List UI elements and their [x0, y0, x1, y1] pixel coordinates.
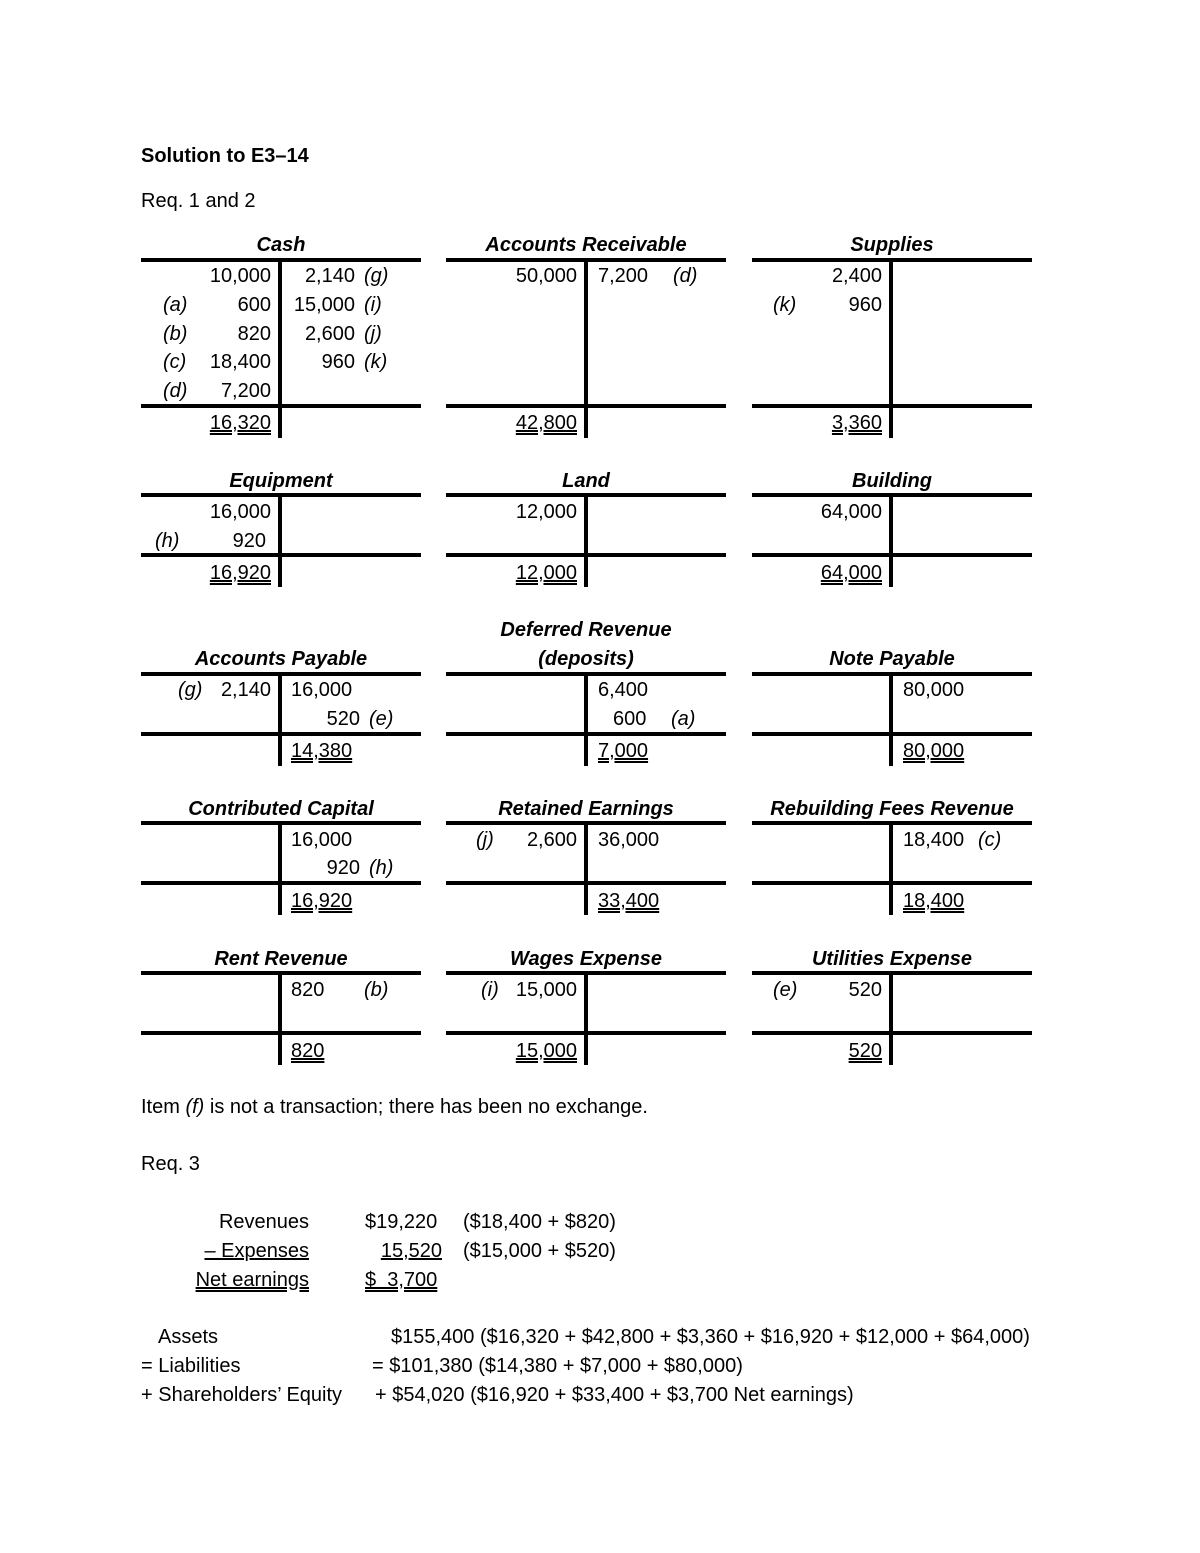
- revenues-calc: ($18,400 + $820): [463, 1211, 616, 1233]
- balance: 42,800: [515, 412, 577, 434]
- credit-amount: 80,000: [903, 679, 965, 701]
- debit-amount: 15,000: [515, 979, 577, 1001]
- t-vertical-line: [584, 971, 588, 1065]
- note-text: is not a transaction; there has been no exchange.: [204, 1096, 648, 1118]
- t-vertical-line: [584, 672, 588, 766]
- t-vertical-line: [889, 971, 893, 1065]
- t-bottom-line: [141, 881, 421, 885]
- account-title: Equipment: [229, 470, 333, 492]
- account-title: Accounts Receivable: [485, 234, 687, 256]
- account-title: Utilities Expense: [811, 948, 973, 970]
- t-vertical-line: [584, 493, 588, 587]
- balance: 18,400: [903, 890, 965, 912]
- entry-ref: (b): [163, 323, 188, 345]
- debit-amount: 600: [237, 294, 271, 316]
- balance: 12,000: [515, 562, 577, 584]
- credit-amount: 600: [613, 708, 647, 730]
- account-title: Wages Expense: [510, 948, 662, 970]
- entry-ref: (d): [673, 265, 698, 287]
- liabilities-label: = Liabilities: [141, 1355, 241, 1377]
- balance: 14,380: [291, 740, 353, 762]
- req-3-label: Req. 3: [141, 1153, 200, 1175]
- t-vertical-line: [889, 821, 893, 915]
- entry-ref: (i): [481, 979, 499, 1001]
- req-1-2-label: Req. 1 and 2: [141, 190, 256, 212]
- credit-amount: 820: [291, 979, 325, 1001]
- t-bottom-line: [446, 881, 726, 885]
- t-bottom-line: [446, 1031, 726, 1035]
- equity-label: + Shareholders’ Equity: [141, 1384, 343, 1406]
- entry-ref: (j): [364, 323, 382, 345]
- account-title: Supplies: [850, 234, 934, 256]
- t-bottom-line: [446, 553, 726, 557]
- credit-amount: 16,000: [291, 829, 353, 851]
- entry-ref: (b): [364, 979, 389, 1001]
- expenses-amount: 15,520: [380, 1240, 442, 1262]
- t-bottom-line: [752, 732, 1032, 736]
- debit-amount: 520: [848, 979, 882, 1001]
- note-text: Item: [141, 1096, 186, 1118]
- net-earnings-label: Net earnings: [195, 1269, 309, 1291]
- debit-amount: 64,000: [820, 501, 882, 523]
- account-title: Retained Earnings: [498, 798, 674, 820]
- t-bottom-line: [141, 732, 421, 736]
- credit-amount: 36,000: [598, 829, 660, 851]
- t-vertical-line: [889, 672, 893, 766]
- t-bottom-line: [446, 732, 726, 736]
- entry-ref: (a): [671, 708, 696, 730]
- entry-ref: (g): [364, 265, 389, 287]
- entry-ref: (i): [364, 294, 382, 316]
- balance: 15,000: [515, 1040, 577, 1062]
- t-vertical-line: [584, 821, 588, 915]
- balance: 33,400: [598, 890, 660, 912]
- debit-amount: 10,000: [209, 265, 271, 287]
- entry-ref: (d): [163, 380, 188, 402]
- expenses-label: – Expenses: [204, 1240, 309, 1262]
- account-title: Rent Revenue: [214, 948, 348, 970]
- t-bottom-line: [141, 1031, 421, 1035]
- assets-value: $155,400 ($16,320 + $42,800 + $3,360 + $16,920 + $12,000 + $64,000): [391, 1326, 1030, 1348]
- t-bottom-line: [141, 553, 421, 557]
- debit-amount: 50,000: [515, 265, 577, 287]
- note-ref: (f): [185, 1096, 205, 1118]
- page-title: Solution to E3–14: [141, 145, 309, 167]
- credit-amount: 7,200: [598, 265, 649, 287]
- equity-value: + $54,020 ($16,920 + $33,400 + $3,700 Net earnings): [375, 1384, 854, 1406]
- debit-amount: 16,000: [209, 501, 271, 523]
- net-earnings-amount: $ 3,700: [365, 1269, 438, 1291]
- t-bottom-line: [752, 881, 1032, 885]
- entry-ref: (k): [773, 294, 797, 316]
- t-bottom-line: [752, 553, 1032, 557]
- credit-amount: 520: [326, 708, 360, 730]
- t-bottom-line: [752, 404, 1032, 408]
- entry-ref: (g): [178, 679, 203, 701]
- account-title: Deferred Revenue: [500, 619, 672, 641]
- t-vertical-line: [889, 493, 893, 587]
- t-bottom-line: [141, 404, 421, 408]
- t-bottom-line: [446, 404, 726, 408]
- debit-amount: 12,000: [515, 501, 577, 523]
- liabilities-value: = $101,380 ($14,380 + $7,000 + $80,000): [372, 1355, 743, 1377]
- credit-amount: 920: [326, 857, 360, 879]
- balance: 16,920: [209, 562, 271, 584]
- credit-amount: 15,000: [293, 294, 355, 316]
- debit-amount: 18,400: [209, 351, 271, 373]
- revenues-amount: $19,220: [365, 1211, 438, 1233]
- credit-amount: 2,140: [304, 265, 355, 287]
- account-title: Rebuilding Fees Revenue: [770, 798, 1014, 820]
- account-title: Land: [562, 470, 610, 492]
- account-subtitle: (deposits): [538, 648, 634, 670]
- t-bottom-line: [752, 1031, 1032, 1035]
- balance: 520: [848, 1040, 882, 1062]
- credit-amount: 16,000: [291, 679, 353, 701]
- account-title: Accounts Payable: [194, 648, 368, 670]
- credit-amount: 960: [321, 351, 355, 373]
- balance: 80,000: [903, 740, 965, 762]
- balance: 16,320: [209, 412, 271, 434]
- t-vertical-line: [278, 493, 282, 587]
- debit-amount: 920: [232, 530, 266, 552]
- t-vertical-line: [278, 821, 282, 915]
- assets-label: Assets: [158, 1326, 219, 1348]
- entry-ref: (h): [155, 530, 180, 552]
- t-vertical-line: [889, 258, 893, 438]
- entry-ref: (h): [369, 857, 394, 879]
- balance: 16,920: [291, 890, 353, 912]
- debit-amount: 2,400: [831, 265, 882, 287]
- balance: 3,360: [831, 412, 882, 434]
- t-vertical-line: [584, 258, 588, 438]
- balance: 64,000: [820, 562, 882, 584]
- account-title: Cash: [256, 234, 306, 256]
- revenues-label: Revenues: [218, 1211, 309, 1233]
- balance: 820: [291, 1040, 325, 1062]
- account-title: Building: [852, 470, 932, 492]
- debit-amount: 2,140: [220, 679, 271, 701]
- entry-ref: (j): [476, 829, 494, 851]
- account-title: Note Payable: [829, 648, 955, 670]
- credit-amount: 6,400: [598, 679, 649, 701]
- expenses-calc: ($15,000 + $520): [463, 1240, 616, 1262]
- debit-amount: 960: [848, 294, 882, 316]
- t-vertical-line: [278, 672, 282, 766]
- entry-ref: (e): [369, 708, 394, 730]
- entry-ref: (e): [773, 979, 798, 1001]
- credit-amount: 18,400: [903, 829, 965, 851]
- debit-amount: 7,200: [220, 380, 271, 402]
- entry-ref: (c): [978, 829, 1002, 851]
- debit-amount: 820: [237, 323, 271, 345]
- account-title: Contributed Capital: [188, 798, 374, 820]
- entry-ref: (c): [163, 351, 187, 373]
- item-f-note: [141, 1097, 648, 1117]
- balance: 7,000: [598, 740, 649, 762]
- debit-amount: 2,600: [526, 829, 577, 851]
- credit-amount: 2,600: [304, 323, 355, 345]
- entry-ref: (k): [364, 351, 388, 373]
- t-vertical-line: [278, 971, 282, 1065]
- entry-ref: (a): [163, 294, 188, 316]
